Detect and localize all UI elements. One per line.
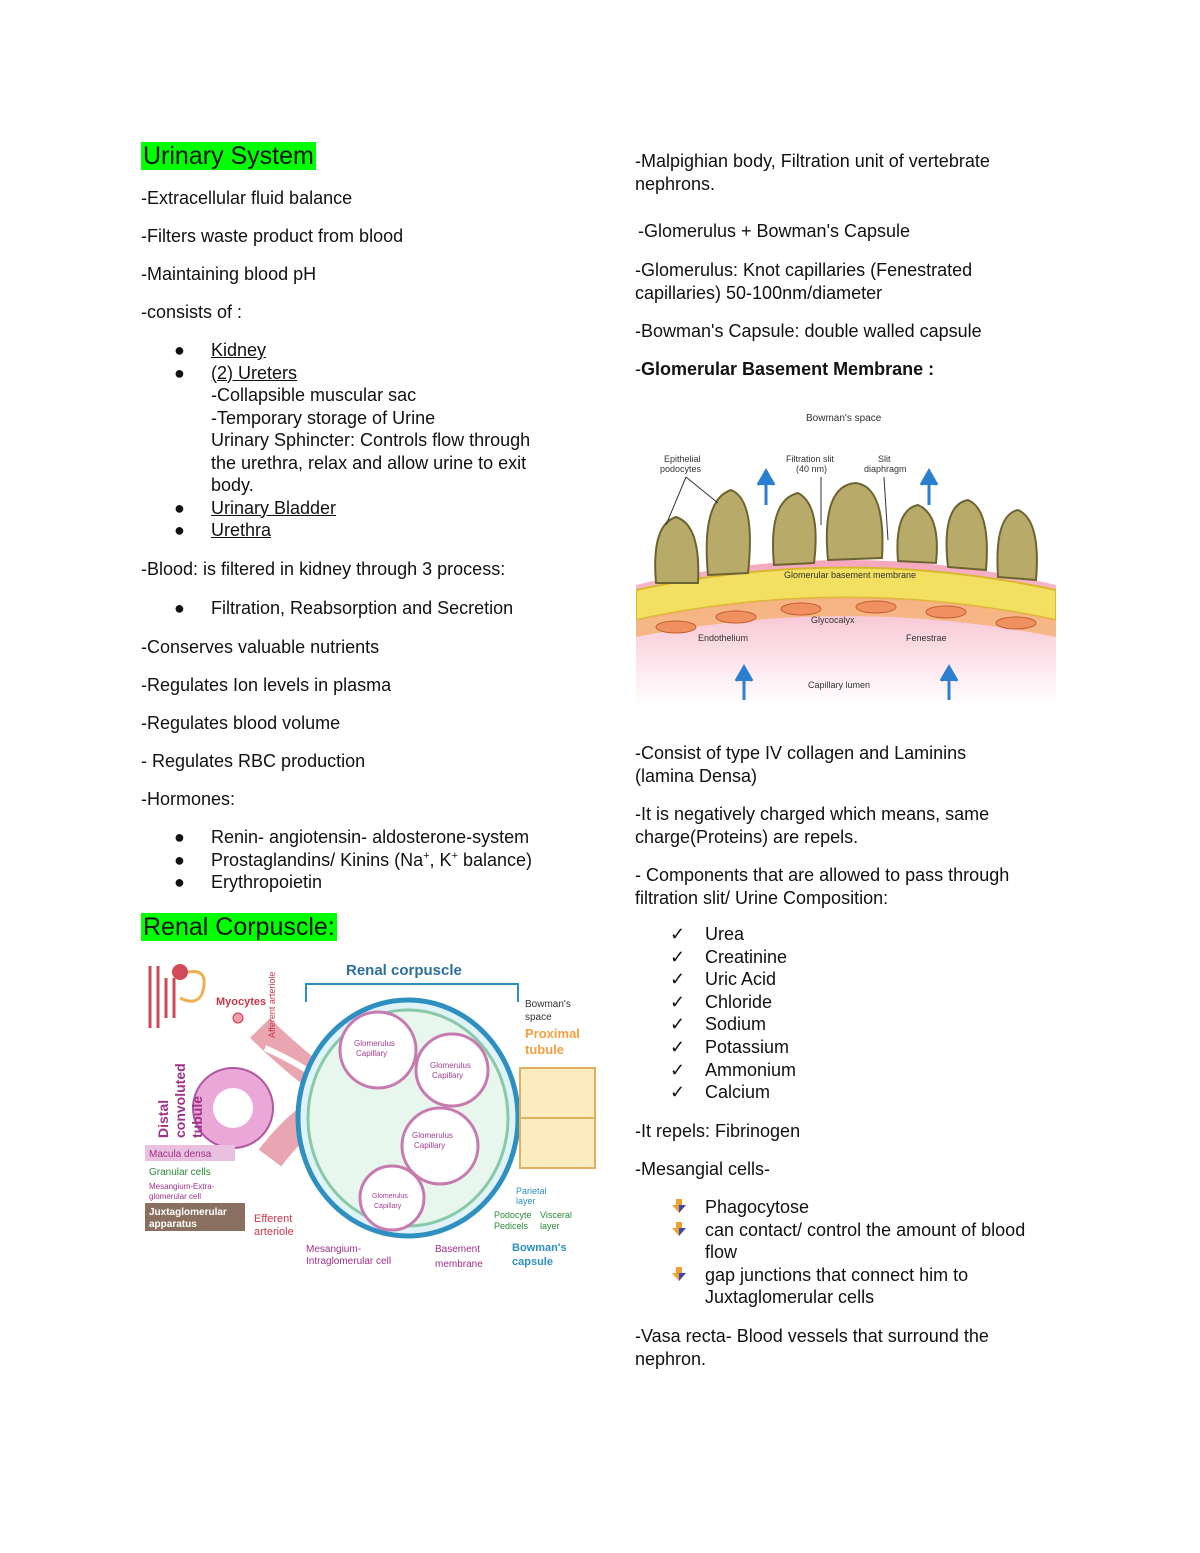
list-item: ✓ Sodium	[670, 1014, 767, 1035]
label-mesangium-1: Mesangium-	[306, 1244, 362, 1255]
check-icon: ✓	[670, 1059, 686, 1080]
label-macula: Macula densa	[149, 1149, 212, 1160]
line-vasa-1: -Vasa recta- Blood vessels that surround the	[635, 1326, 989, 1346]
list-item: can contact/ control the amount of blood flow	[635, 1219, 1025, 1264]
bullet-icon: ●	[174, 872, 185, 892]
line-filters-waste: -Filters waste product from blood	[141, 226, 404, 246]
arrow-down-icon	[672, 1221, 686, 1244]
label-proximal-2: tubule	[525, 1042, 564, 1057]
line-rbc: - Regulates RBC production	[141, 751, 366, 771]
hormones-list	[141, 826, 532, 894]
line-consist-1: -Consist of type IV collagen and Laminins	[635, 743, 967, 763]
line-comp-1: - Components that are allowed to pass through	[635, 865, 1010, 885]
label-slit-2: diaphragm	[864, 464, 907, 474]
label-glom4-b: Capillary	[374, 1203, 402, 1210]
label-pedicels: Pedicels	[494, 1221, 529, 1231]
line-fluid-balance: -Extracellular fluid balance	[141, 188, 353, 208]
label-granular: Granular cells	[149, 1167, 211, 1178]
list-item: ● Urethra	[174, 520, 272, 540]
label-glom3-a: Glomerulus	[412, 1131, 453, 1140]
label-visceral-1: Visceral	[540, 1210, 572, 1220]
consists-list	[141, 339, 530, 542]
label-filtration-2: (40 nm)	[796, 464, 828, 474]
label-parietal-1: Parietal	[516, 1186, 547, 1196]
label-extra-2: glomerular cell	[149, 1192, 202, 1201]
line-blood-filtered: -Blood: is filtered in kidney through 3 process:	[141, 559, 506, 579]
line-hormones: -Hormones:	[141, 789, 236, 809]
line-ion-levels: -Regulates Ion levels in plasma	[141, 675, 392, 695]
list-item: ● Urinary Bladder	[174, 497, 337, 518]
gbm-heading: -Glomerular Basement Membrane :	[635, 359, 935, 379]
label-jga-1: Juxtaglomerular	[149, 1207, 227, 1218]
list-item: ✓ Ammonium	[670, 1059, 797, 1080]
label-distal-3: tubule	[189, 1096, 205, 1138]
label-fenestrae: Fenestrae	[906, 633, 947, 643]
label-endothelium: Endothelium	[698, 633, 749, 643]
bullet-icon: ●	[174, 827, 185, 847]
list-item: Phagocytose	[635, 1196, 1025, 1219]
line-glomerulus-1: -Glomerulus: Knot capillaries (Fenestrated	[635, 260, 973, 280]
label-glom1-b: Capillary	[356, 1049, 388, 1058]
label-bowmans-space-1: Bowman's	[525, 999, 571, 1010]
label-podocyte: Podocyte	[494, 1210, 532, 1220]
check-icon: ✓	[670, 924, 686, 944]
label-slit-1: Slit	[878, 454, 891, 464]
line-blood-volume: -Regulates blood volume	[141, 713, 341, 733]
check-icon: ✓	[670, 1082, 686, 1103]
arrow-down-icon	[672, 1266, 686, 1289]
mesangial-list	[635, 1196, 1025, 1309]
list-item: ● Renin- angiotensin- aldosterone-system	[174, 827, 530, 847]
check-icon: ✓	[670, 991, 686, 1012]
line-conserves: -Conserves valuable nutrients	[141, 637, 380, 657]
list-item: ✓ Chloride	[670, 991, 773, 1012]
label-visceral-2: layer	[540, 1221, 560, 1231]
list-item: ✓ Potassium	[670, 1036, 790, 1057]
bullet-icon: ●	[174, 520, 185, 540]
line-bowman-capsule: -Bowman's Capsule: double walled capsule	[635, 321, 982, 341]
label-glom3-b: Capillary	[414, 1141, 446, 1150]
label-capsule-1: Bowman's	[512, 1242, 567, 1254]
gbm-diagram	[636, 405, 1056, 705]
label-glycocalyx: Glycocalyx	[811, 615, 855, 625]
label-efferent-1: Efferent	[254, 1213, 293, 1225]
list-item: ✓ Urea	[670, 924, 745, 944]
diagram-title: Renal corpuscle	[346, 962, 462, 979]
label-bowmans-space-2: space	[525, 1012, 552, 1023]
line-comp-2: filtration slit/ Urine Composition:	[635, 888, 889, 908]
line-vasa-2: nephron.	[635, 1349, 707, 1369]
line-mesangial: -Mesangial cells-	[635, 1159, 771, 1179]
label-distal-2: convoluted	[172, 1063, 188, 1138]
label-glom2-a: Glomerulus	[430, 1061, 471, 1070]
line-malpighian-1: -Malpighian body, Filtration unit of vertebrate	[635, 151, 990, 171]
bullet-icon: ●	[174, 849, 185, 870]
line-neg-1: -It is negatively charged which means, same	[635, 804, 990, 824]
line-glom-bowman: -Glomerulus + Bowman's Capsule	[638, 221, 911, 241]
renal-corpuscle-diagram	[140, 958, 600, 1278]
urinary-system-heading: Urinary System	[143, 142, 314, 170]
line-neg-2: charge(Proteins) are repels.	[635, 827, 859, 847]
label-filtration-1: Filtration slit	[786, 454, 835, 464]
line-blood-ph: -Maintaining blood pH	[141, 264, 317, 284]
bullet-icon: ●	[174, 598, 185, 618]
label-glom1-a: Glomerulus	[354, 1039, 395, 1048]
label-basement-1: Basement	[435, 1244, 481, 1255]
urine-list	[635, 923, 796, 1104]
label-glom4-a: Glomerulus	[372, 1193, 408, 1200]
label-parietal-2: layer	[516, 1196, 536, 1206]
check-icon: ✓	[670, 969, 686, 990]
label-capsule-2: capsule	[512, 1256, 553, 1268]
list-item: ✓ Uric Acid	[670, 969, 777, 990]
list-item: gap junctions that connect him to Juxtaglomerular cells	[635, 1264, 1025, 1309]
label-epithelial-2: podocytes	[660, 464, 702, 474]
label-bowmans-space: Bowman's space	[806, 413, 882, 424]
process-list	[141, 597, 513, 620]
label-glom2-b: Capillary	[432, 1071, 464, 1080]
label-myocytes: Myocytes	[216, 996, 267, 1008]
label-proximal-1: Proximal	[525, 1026, 580, 1041]
label-lumen: Capillary lumen	[808, 680, 871, 690]
list-item: ● (2) Ureters -Collapsible muscular sac -Temporary storage of Urine Urinary Sphincter: Controls flow through the urethra, relax and allow urine to exit body.	[174, 362, 531, 495]
line-repels: -It repels: Fibrinogen	[635, 1121, 801, 1141]
bullet-icon: ●	[174, 497, 185, 518]
renal-corpuscle-heading: Renal Corpuscle:	[143, 913, 335, 941]
check-icon: ✓	[670, 946, 686, 967]
label-epithelial-1: Epithelial	[664, 454, 701, 464]
label-gbm: Glomerular basement membrane	[784, 570, 917, 580]
list-item: ✓ Creatinine	[670, 946, 788, 967]
bullet-icon: ●	[174, 362, 185, 383]
label-extra-1: Mesangium-Extra-	[149, 1182, 215, 1191]
label-efferent-2: arteriole	[254, 1226, 294, 1238]
line-malpighian-2: nephrons.	[635, 174, 716, 194]
bullet-icon: ●	[174, 340, 185, 360]
check-icon: ✓	[670, 1014, 686, 1035]
list-item: ✓ Calcium	[670, 1082, 771, 1103]
label-distal-1: Distal	[155, 1099, 171, 1138]
label-mesangium-2: Intraglomerular cell	[306, 1256, 392, 1267]
list-item: ● Filtration, Reabsorption and Secretion	[174, 598, 514, 618]
check-icon: ✓	[670, 1036, 686, 1057]
line-glomerulus-2: capillaries) 50-100nm/diameter	[635, 283, 883, 303]
list-item: ● Prostaglandins/ Kinins (Na+, K+ balance)	[174, 849, 533, 870]
list-item: ● Erythropoietin	[174, 872, 323, 892]
label-afferent: Afferent arteriole	[267, 971, 277, 1038]
label-jga-2: apparatus	[149, 1219, 197, 1230]
line-consists-of: -consists of :	[141, 302, 243, 322]
line-consist-2: (lamina Densa)	[635, 766, 758, 786]
arrow-down-icon	[672, 1198, 686, 1221]
list-item: ● Kidney	[174, 340, 267, 360]
label-basement-2: membrane	[435, 1259, 483, 1270]
